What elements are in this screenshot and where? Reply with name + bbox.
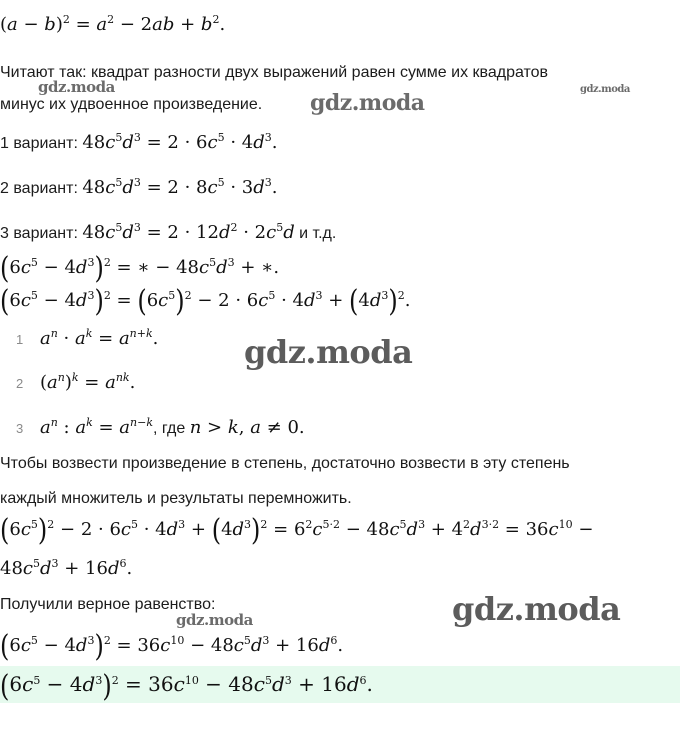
- watermark-5: gdz.moda: [452, 590, 621, 628]
- variant-2: 2 вариант: $48c^5d^3 = 2 \cdot 8c^5 \cdot 3d^3$.: [0, 176, 278, 198]
- formula-square-difference: $(a - b)^2 = a^2 - 2ab + b^2$.: [0, 13, 226, 35]
- reading-line-2: минус их удвоенное произведение.: [0, 96, 263, 113]
- rule-1: 1 $a^n \cdot a^k = a^{n+k}$.: [0, 328, 158, 349]
- expansion-full: $(6c^5 - 4d^3)^2 = (6c^5)^2 - 2 \cdot 6c^5 \cdot 4d^3 + (4d^3)^2$.: [0, 283, 411, 319]
- rule-3: 3 $a^n$ : $a^k = a^{n-k}$, где n > k, a ≠ 0.: [0, 417, 305, 438]
- explanation-line-1: Чтобы возвести произведение в степень, достаточно возвести в эту степень: [0, 455, 570, 472]
- conclusion-text: Получили верное равенство:: [0, 596, 216, 613]
- rule-3-text: , где: [153, 420, 190, 437]
- computation-line-1: $(6c^5)^2 - 2 \cdot 6c^5 \cdot 4d^3 + (4d^3)^2 = 6^2c^{5\cdot 2} - 48c^5d^3 + 4^2d^{3\cdot 2} = 36c^{10}$ −: [0, 512, 594, 548]
- rule-3-number: 3: [16, 421, 24, 436]
- watermark-1: gdz.moda: [38, 78, 115, 96]
- variant-1: 1 вариант: $48c^5d^3 = 2 \cdot 6c^5 \cdot 4d^3$.: [0, 131, 278, 153]
- watermark-6: gdz.moda: [176, 611, 253, 629]
- watermark-4: gdz.moda: [244, 333, 413, 371]
- watermark-3: gdz.moda: [580, 84, 630, 95]
- answer-formula: $(6c^5 - 4d^3)^2 = 36c^{10} - 48c^5d^3 + 16d^6$.: [0, 668, 373, 704]
- computation-line-2: $48c^5d^3 + 16d^6$.: [0, 557, 133, 579]
- rule-2: 2 $(a^n)^k = a^{nk}$.: [0, 372, 135, 393]
- variant-3: 3 вариант: $48c^5d^3 = 2 \cdot 12d^2 \cdot 2c^5d$ и т.д.: [0, 221, 337, 243]
- result-formula: $(6c^5 - 4d^3)^2 = 36c^{10} - 48c^5d^3 + 16d^6$.: [0, 628, 344, 664]
- variant-1-label: 1 вариант:: [0, 135, 83, 152]
- expansion-template: $(6c^5 - 4d^3)^2$ = ∗ − $48c^5d^3$ + ∗.: [0, 250, 280, 286]
- explanation-line-2: каждый множитель и результаты перемножить.: [0, 490, 352, 507]
- variant-3-label: 3 вариант:: [0, 225, 83, 242]
- variant-3-tail: и т.д.: [294, 225, 337, 242]
- rule-2-number: 2: [16, 376, 24, 391]
- watermark-2: gdz.moda: [310, 90, 425, 116]
- reading-line-1: Читают так: квадрат разности двух выражений равен сумме их квадратов: [0, 64, 549, 81]
- rule-1-number: 1: [16, 332, 24, 347]
- variant-2-label: 2 вариант:: [0, 180, 83, 197]
